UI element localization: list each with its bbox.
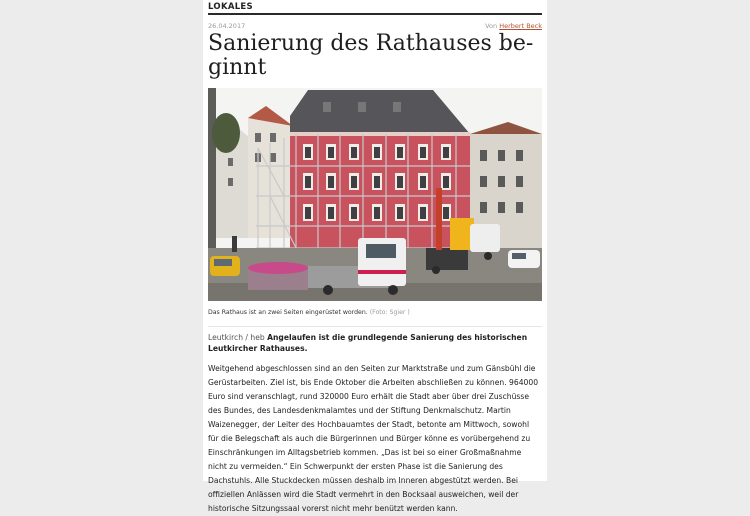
article-title: Sanierung des Rathauses be-ginnt [208,31,534,80]
article-date: 26.04.2017 [208,22,246,30]
article-lead [208,332,542,354]
caption-divider [208,326,542,327]
article-page [203,0,547,513]
article-image [208,88,542,301]
author-link[interactable]: Herbert Beck [499,22,542,30]
article-lead-text: Angelaufen ist die grundlegende Sanierung des historischen Leutkircher Rathauses. [208,333,528,353]
image-credit: (Foto: Sgier ) [369,309,410,316]
image-caption [208,309,542,316]
section-label: LOKALES [208,2,253,12]
image-caption-text: Das Rathaus ist an zwei Seiten eingerüstet worden. [208,309,368,316]
author-prefix: Von [485,22,498,30]
section-rule [208,13,542,15]
article-author [485,22,542,30]
article-dateline: Leutkirch / heb [208,333,265,342]
article-body: Weitgehend abgeschlossen sind an den Seiten zur Marktstraße und zum Gänsbühl die Gerüstarbeiten. Ziel ist, bis Ende Oktober die Arbeiten abschließen zu können. 964000 Euro sind veranschlagt, rund 320000 Euro erhält die Stadt aber über drei Zuschüsse des Bundes, des Landesdenkmalamtes und der Stiftung Denkmalschutz. Martin Waizenegger, der Leiter des Hochbauamtes der Stadt, betonte am Mittwoch, sowohl für die Belegschaft als auch die Bürgerinnen und Bürger könne es vorübergehend zu Einschränkungen im Alltagsbetrieb kommen. „Das ist bei so einer Großmaßnahme nicht zu vermeiden.“ Ein Schwerpunkt der ersten Phase ist die Sanierung des Dachstuhls. Alle Stuckdecken müssen deshalb im Inneren abgestützt werden. Bei offiziellen Anlässen wird die Stadt vermehrt in den Bocksaal ausweichen, weil der historische Sitzungssaal vorerst nicht mehr benützt werden kann. [208,364,539,513]
